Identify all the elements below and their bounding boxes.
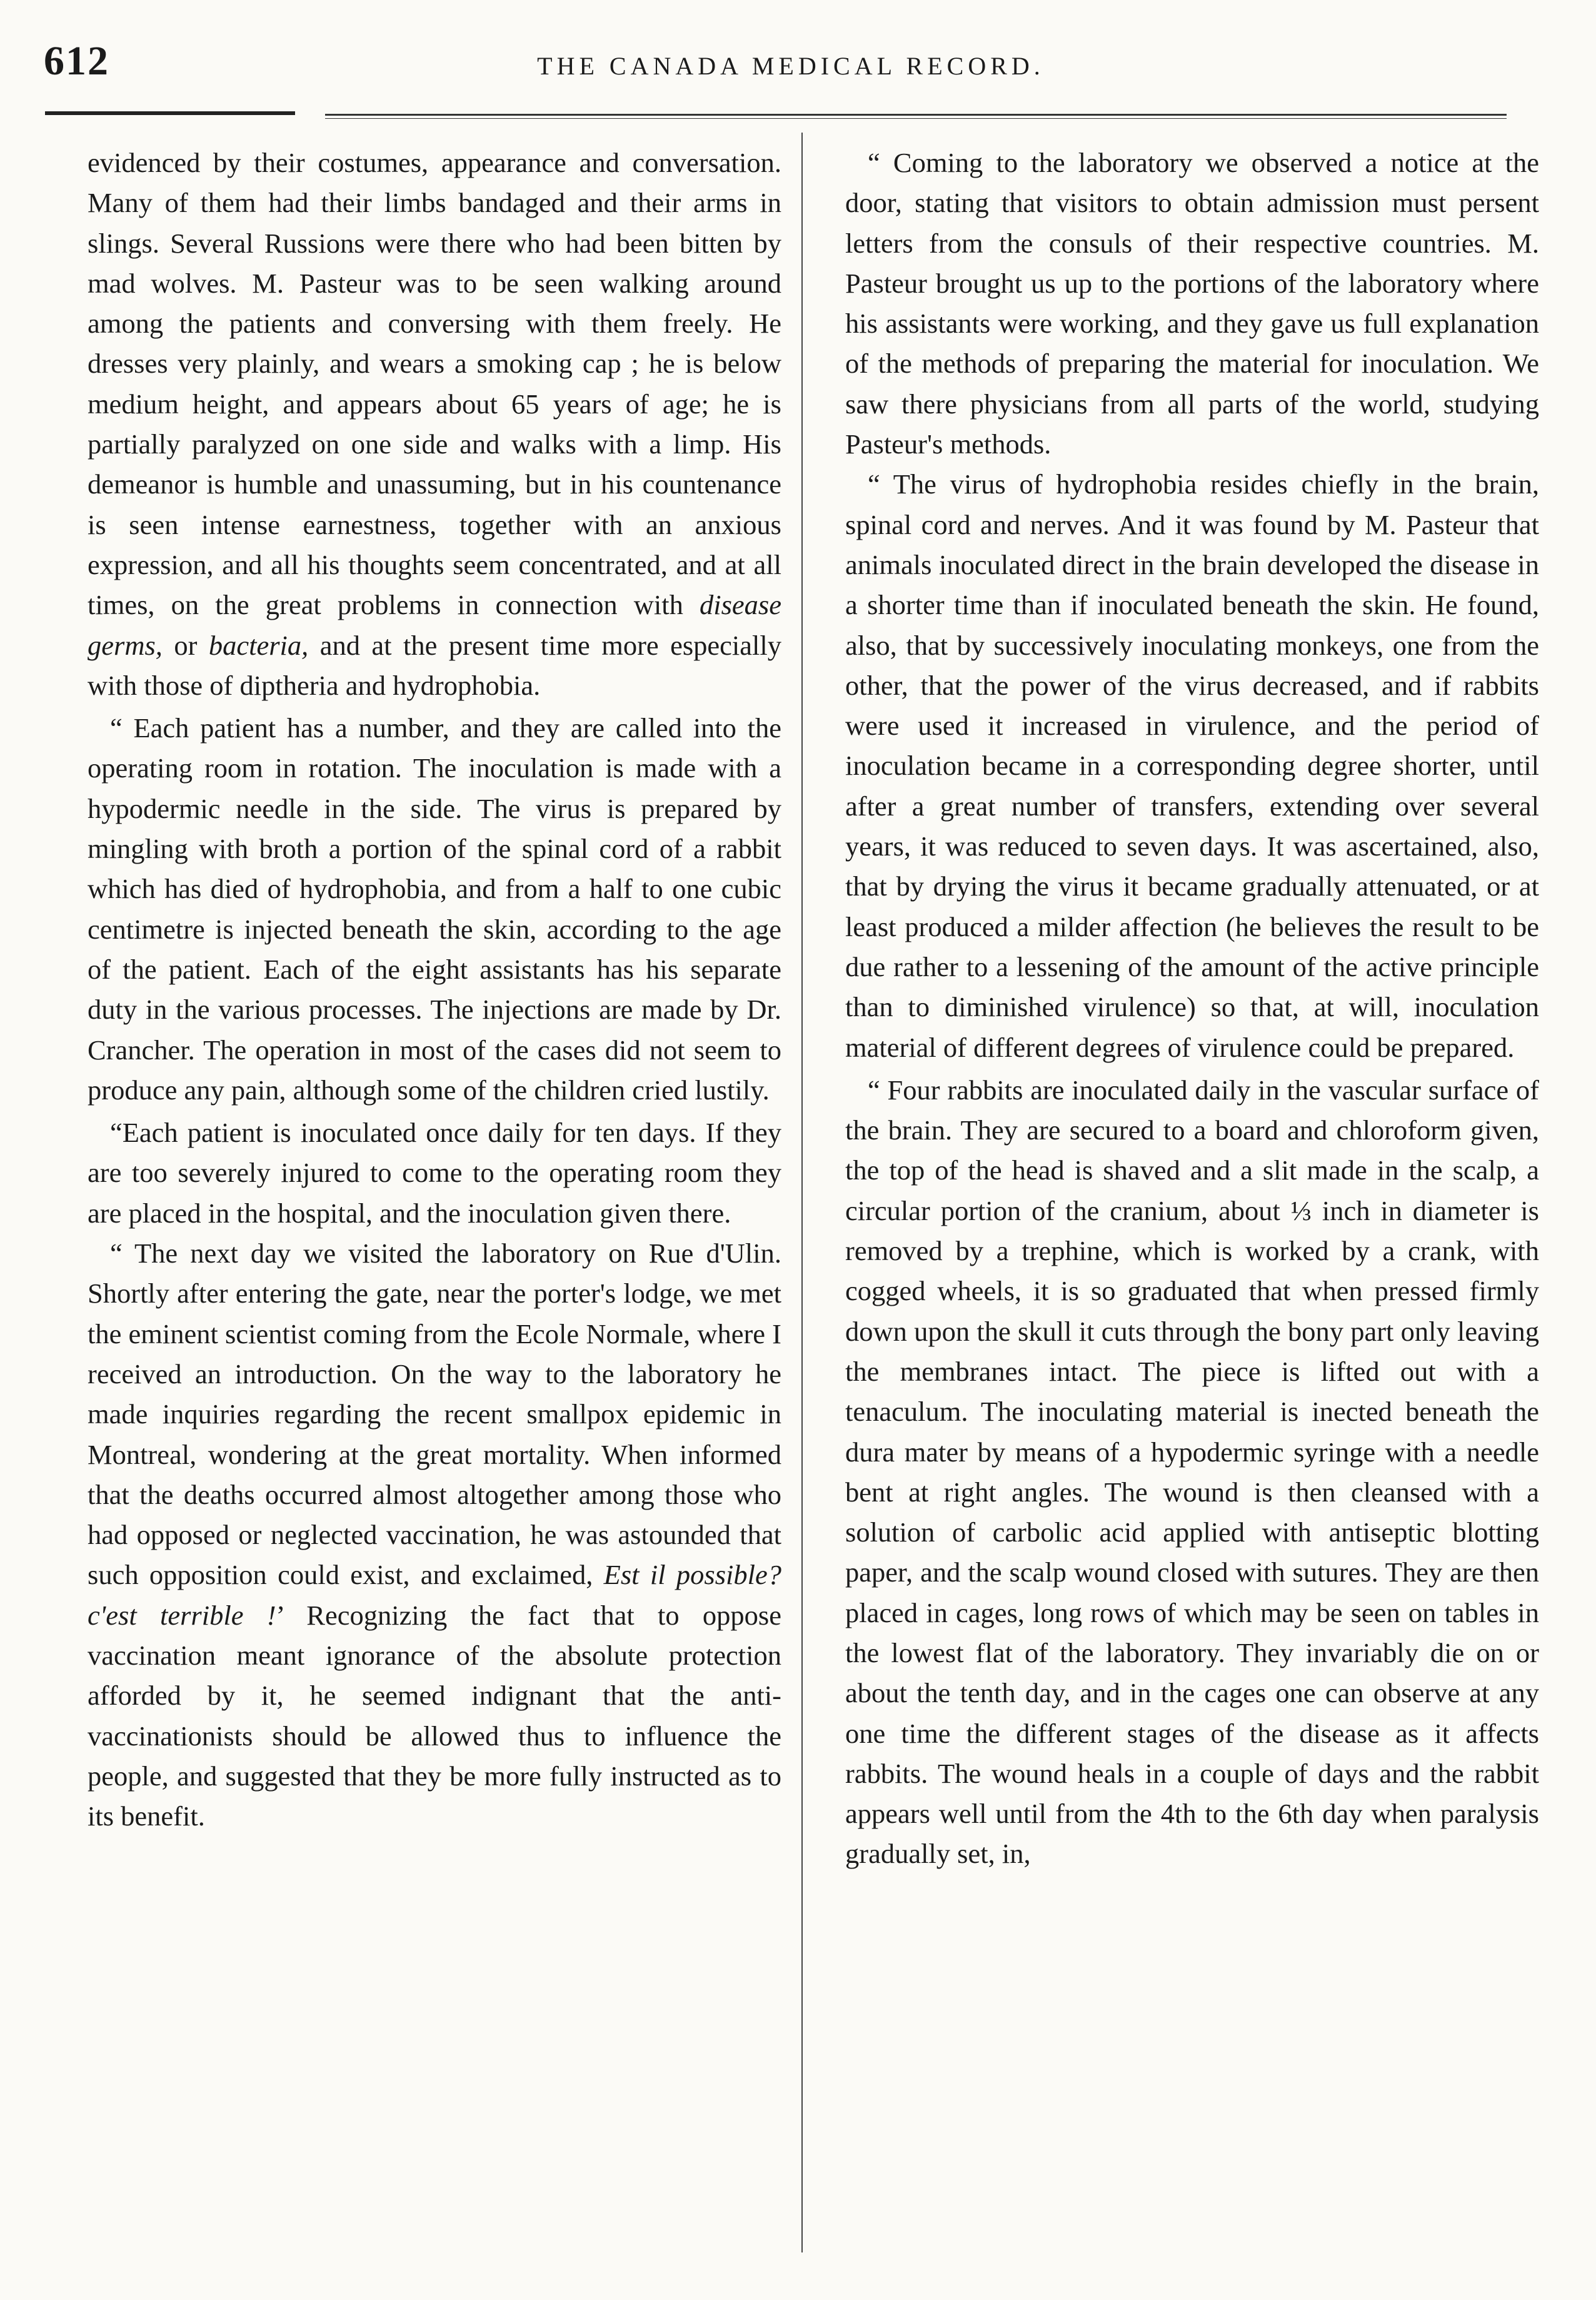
paragraph-text: evidenced by their costumes, appearance and conversation. Many of them had their limbs bandaged and their arms in slings. Several Russions were there who had been bitten by mad wolves. M. Pasteur was to be seen walking around among the patients and conversing with them freely. He dresses very plainly, and wears a smoking cap ; he is below medium height, and appears about 65 years of age; he is partially paralyzed on one side and walks with a limp. His demeanor is humble and unassuming, but in his countenance is seen intense earnestness, together with an anxious expression, and all his thoughts seem concentrated, and at all times, on the great problems in connection with [88, 147, 781, 621]
paragraph: “ The virus of hydrophobia resides chiefly in the brain, spinal cord and nerves. And it was found by M. Pasteur that animals inoculated direct in the brain developed the disease in a shorter time than if inoculated beneath the skin. He found, also, that by successively inoculating monkeys, one from the other, that the power of the virus decreased, and if rabbits were used it increased in virulence, and the period of inoculation became in a corresponding degree shorter, until after a great number of transfers, extending over several years, it was reduced to seven days. It was ascertained, also, that by drying the virus it became gradually attenuated, or at least produced a milder affection (he believes the result to be due rather to a lessening of the amount of the active principle than to diminished virulence) so that, at will, inoculation material of different degrees of virulence could be prepared. [845, 468, 1539, 1063]
paragraph: “ Coming to the laboratory we observed a notice at the door, stating that visitors to obtain admission must persent letters from the consuls of their respective countries. M. Pasteur brought us up to the portions of the laboratory where his assistants were working, and they gave us full explanation of the methods of preparing the material for inoculation. We saw there physicians from all parts of the world, studying Pasteur's methods. [845, 147, 1539, 460]
page-header [44, 38, 1538, 98]
header-rule-short [45, 111, 295, 115]
running-title: THE CANADA MEDICAL RECORD. [537, 52, 1045, 80]
header-rule-long [325, 114, 1507, 119]
left-column [88, 143, 781, 1836]
italic-term: disease germs, [88, 589, 781, 661]
paragraph-text: “ The next day we visited the laboratory on Rue d'Ulin. Shortly after entering the gate, near the porter's lodge, we met the eminent scientist coming from the Ecole Normale, where I received an introduction. On the way to the laboratory he made inquiries regarding the recent smallpox epidemic in Montreal, wondering at the great mortality. When informed that the deaths occurred almost altogether among those who had opposed or neglected vaccination, he was astounded that such opposition could exist, and exclaimed, [88, 1238, 781, 1591]
paragraph: “ Four rabbits are inoculated daily in the vascular surface of the brain. They are secured to a board and chloroform given, the top of the head is shaved and a slit made in the scalp, a circular portion of the cranium, about ⅓ inch in diameter is removed by a trephine, which is worked by a crank, with cogged wheels, it is so graduated that when pressed firmly down upon the skull it cuts through the bony part only leaving the membranes intact. The piece is lifted out with a tenaculum. The inoculating material is inected beneath the dura mater by means of a hypodermic syringe with a needle bent at right angles. The wound is then cleansed with a solution of carbolic acid applied with antiseptic blotting paper, and the scalp wound closed with sutures. They are then placed in cages, long rows of which may be seen on tables in the lowest flat of the laboratory. They invariably die on or about the tenth day, and in the cages one can observe at any one time the different stages of the disease as it affects rabbits. The wound heals in a couple of days and the rabbit appears well until from the 4th to the 6th day when paralysis gradually set, in, [845, 1074, 1539, 1870]
paragraph: “Each patient is inoculated once daily for ten days. If they are too severely injured to come to the operating room they are placed in the hospital, and the inoculation given there. [88, 1117, 781, 1229]
right-column [845, 143, 1539, 1874]
column-divider [801, 133, 803, 2252]
paragraph: “ Each patient has a number, and they are called into the operating room in rotation. The inoculation is made with a hypodermic needle in the side. The virus is prepared by mingling with broth a portion of the spinal cord of a rabbit which has died of hydrophobia, and from a half to one cubic centimetre is injected beneath the skin, according to the age of the patient. Each of the eight assistants has his separate duty in the various processes. The injections are made by Dr. Crancher. The operation in most of the cases did not seem to produce any pain, although some of the children cried lustily. [88, 712, 781, 1106]
paragraph [88, 143, 781, 705]
page-number: 612 [44, 38, 109, 84]
paragraph-text: or [162, 629, 209, 661]
paragraph [88, 1233, 781, 1836]
paragraph-text: and at the present time more especially with those of diptheria and hydrophobia. [88, 629, 781, 701]
paragraph-text: ’ Recognizing the fact that to oppose vaccination meant ignorance of the absolute protection afforded by it, he seemed indignant that the anti-vaccinationists should be allowed thus to influence the people, and suggested that they be more fully instructed as to its benefit. [88, 1599, 782, 1832]
italic-term: bacteria, [208, 629, 309, 661]
italic-quote: Est il possible? c'est terrible ! [88, 1559, 781, 1631]
